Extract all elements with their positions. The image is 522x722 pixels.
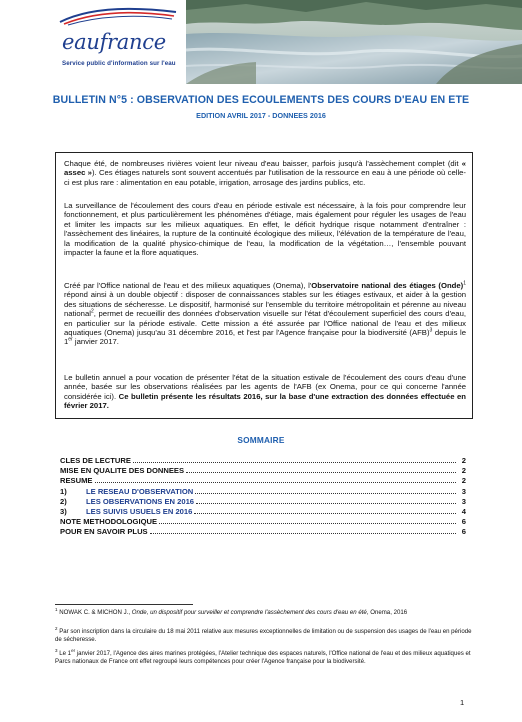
- toc-item-page: 3: [461, 486, 466, 496]
- intro-p3-text-f: janvier 2017.: [72, 337, 119, 347]
- toc-item-label: LES SUIVIS USUELS EN 2016: [86, 506, 193, 516]
- toc-dot-leader: [194, 513, 456, 514]
- intro-p3-text-c: répond ainsi à un double objectif : disposer de connaissances stables sur les étiages estivaux, et aider à la gestion des situations de sécheresse. Le dispositif, harmonisé sur l'ensemble du territoire métropolitain et pérenne au niveau national: [64, 290, 466, 319]
- footnote-3: [55, 647, 473, 665]
- toc-item-page: 2: [461, 476, 466, 486]
- intro-p1-text-end: ). Ces étiages naturels sont souvent accentués par l'utilisation de la ressource en eau à une période où celle-ci est plus rare : alimentation en eau potable, irrigation, arrosage des jardins publics, etc.: [64, 168, 466, 187]
- intro-paragraph-1: [64, 159, 466, 187]
- footnote-1: [55, 606, 473, 617]
- logo-text: eaufrance: [62, 30, 166, 54]
- toc-dot-leader: [133, 462, 456, 463]
- intro-p1-assec: « assec »: [64, 159, 466, 178]
- footnote-3-er: er: [71, 647, 76, 653]
- toc-item-label: CLES DE LECTURE: [60, 456, 131, 465]
- toc-item[interactable]: [60, 497, 466, 507]
- toc-item-label: RESUME: [60, 476, 93, 486]
- toc-item[interactable]: [60, 456, 466, 466]
- intro-p1-text: Chaque été, de nombreuses rivières voient leur niveau d'eau baisser, parfois jusqu'à l'assèchement complet (dit: [64, 159, 462, 168]
- toc-dot-leader: [150, 533, 456, 534]
- toc-item[interactable]: [60, 487, 466, 497]
- intro-p3-onde: Observatoire national des étiages (Onde): [311, 281, 464, 290]
- footnote-3-text-a: Le 1: [57, 650, 72, 657]
- page-header: [0, 0, 522, 86]
- toc-dot-leader: [186, 472, 456, 473]
- toc-item[interactable]: [60, 476, 466, 486]
- footnote-divider: [55, 604, 193, 605]
- toc-item-page: 4: [461, 506, 466, 516]
- toc-item-page: 2: [461, 466, 466, 476]
- table-of-contents: [60, 456, 466, 538]
- toc-dot-leader: [95, 482, 457, 483]
- footnote-2: [55, 625, 473, 643]
- footnote-1-number: 1: [55, 606, 58, 612]
- bulletin-title: BULLETIN N°5 : OBSERVATION DES ECOULEMENTS DES COURS D'EAU EN ETE: [52, 94, 470, 106]
- intro-p3-text-d: , permet de recueillir des données d'observation visuelle sur l'état d'écoulement superficiel des cours d'eau, en particulier sur la période estivale. Cette mission a été assurée par l'Office national de l'eau et des milieux aquatiques (Onema) jusqu'au 31 décembre 2016, et l'est par l'Agence française pour la biodiversité (AFB): [64, 309, 466, 338]
- bulletin-edition: EDITION AVRIL 2017 - DONNEES 2016: [196, 111, 326, 120]
- intro-paragraph-2: La surveillance de l'écoulement des cours d'eau en période estivale est nécessaire, à la fois pour comprendre leur fonctionnement, et plus particulièrement les phénomènes d'étiage, mais également pour réguler les usages de l'eau et limiter les impacts sur les milieux aquatiques. En effet, le déficit hydrique risque notamment d'entraîner : l'assèchement des linéaires, la rupture de la continuité écologique des milieux, l'élévation de la température de l'eau, la modification de la qualité physico-chimique de l'eau, la modification de la végétation…, l'ensemble pouvant impacter la faune et la flore aquatiques.: [64, 201, 466, 258]
- footnote-ref-3: 3: [429, 327, 433, 334]
- footnote-2-text: Par son inscription dans la circulaire du 18 mai 2011 relative aux mesures exceptionnelles de limitation ou de suspension des usages de l'eau en période de sécheresse.: [55, 628, 472, 643]
- toc-item-label: LES OBSERVATIONS EN 2016: [86, 496, 195, 506]
- footnote-3-text-b: janvier 2017, l'Agence des aires marines protégées, l'Atelier technique des espaces naturels, l'Office national de l'eau et des milieux aquatiques et Parcs nationaux de France ont effet regroupé leurs compétences pour créer l'Agence française pour la biodiversité.: [55, 650, 471, 665]
- toc-item-page: 6: [461, 527, 466, 537]
- toc-item-label: MISE EN QUALITE DES DONNEES: [60, 466, 185, 476]
- toc-item[interactable]: [60, 527, 466, 537]
- toc-dot-leader: [196, 503, 456, 504]
- intro-p4-text: Le bulletin annuel a pour vocation de présenter l'état de la situation estivale de l'écoulement des cours d'eau d'une année, basée sur les observations réalisées par les agents de l'AFB (ex Onema, pour ce qui concerne l'année considérée ici).: [64, 373, 466, 401]
- footnote-1-work-title: Onde, un dispositif pour surveiller et comprendre l'assèchement des cours d'eau en été: [131, 609, 367, 616]
- intro-p3-er: er: [68, 336, 73, 343]
- toc-dot-leader: [159, 523, 456, 524]
- toc-dot-leader: [195, 493, 456, 494]
- intro-p3-text-a: Créé par l'Office national de l'eau et des milieux aquatiques (Onema), l': [64, 281, 312, 290]
- toc-item-number: 2): [60, 496, 67, 506]
- intro-paragraph-4: [64, 373, 466, 411]
- intro-p3-text-e: depuis le 1: [64, 328, 466, 347]
- toc-item[interactable]: [60, 507, 466, 517]
- toc-item-number: 1): [60, 486, 67, 496]
- intro-paragraph-3: [64, 281, 466, 347]
- toc-item-label: NOTE METHODOLOGIQUE: [60, 517, 158, 527]
- intro-p4-highlight: Ce bulletin présente les résultats 2016, sur la base d'une extraction des données effectuée en février 2017.: [64, 391, 466, 411]
- footnote-1-source: , Onema, 2016: [366, 609, 408, 616]
- toc-item-label: POUR EN SAVOIR PLUS: [60, 527, 148, 537]
- footnote-2-number: 2: [55, 625, 58, 631]
- toc-item-number: 3): [60, 506, 67, 516]
- toc-item-label: LE RESEAU D'OBSERVATION: [86, 486, 194, 496]
- sommaire-title: SOMMAIRE: [237, 435, 285, 445]
- footnote-ref-1: 1: [463, 280, 466, 287]
- footnote-ref-2: 2: [90, 308, 94, 315]
- toc-item-page: 3: [461, 496, 466, 506]
- footnote-1-authors: NOWAK C. & MICHON J.,: [57, 609, 132, 616]
- toc-item-page: 6: [461, 517, 466, 527]
- river-banner-image: [186, 0, 522, 84]
- page-number: 1: [460, 698, 465, 707]
- toc-item[interactable]: [60, 466, 466, 476]
- footnote-3-number: 3: [55, 647, 58, 653]
- logo-subtitle: Service public d'information sur l'eau: [62, 60, 176, 67]
- toc-item-page: 2: [461, 456, 466, 465]
- toc-item[interactable]: [60, 517, 466, 527]
- eaufrance-swoosh-icon: [58, 4, 178, 26]
- intro-box: [55, 152, 473, 419]
